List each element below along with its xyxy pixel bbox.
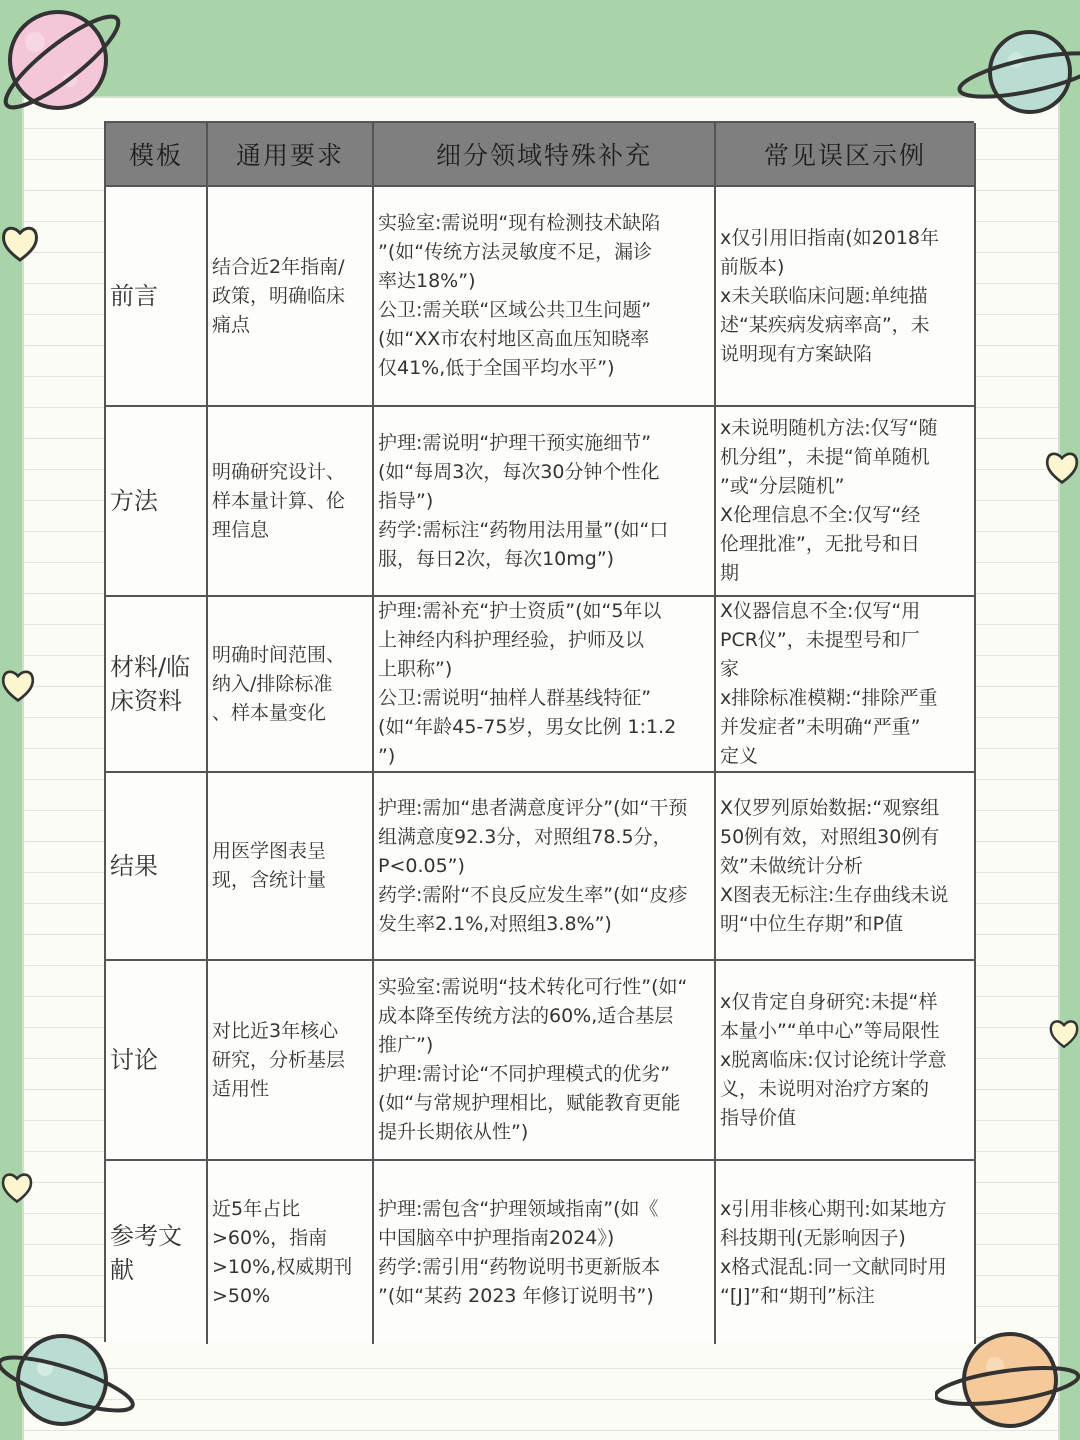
header-field-specific: 细分领域特殊补充: [374, 123, 716, 187]
row-errors-methods: x未说明随机方法:仅写“随 机分组”，未提“简单随机 ”或“分层随机” X伦理信息不全:仅写“经 伦理批准”，无批号和日 期: [716, 407, 976, 597]
row-errors-preface: x仅引用旧指南(如2018年 前版本) x未关联临床问题:单纯描 述“某疾病发病率高”，未 说明现有方案缺陷: [716, 187, 976, 407]
row-name-results: 结果: [106, 773, 208, 961]
row-general-discussion: 对比近3年核心 研究，分析基层 适用性: [208, 961, 374, 1161]
row-errors-results: X仅罗列原始数据:“观察组 50例有效，对照组30例有 效”未做统计分析 X图表无标注:生存曲线未说 明“中位生存期”和P值: [716, 773, 976, 961]
header-template: 模板: [106, 123, 208, 187]
header-common-mistakes: 常见误区示例: [716, 123, 976, 187]
header-general-requirements: 通用要求: [208, 123, 374, 187]
row-special-references: 护理:需包含“护理领域指南”(如《 中国脑卒中护理指南2024》) 药学:需引用“药物说明书更新版本 ”(如“某药 2023 年修订说明书”): [374, 1161, 716, 1344]
row-name-methods: 方法: [106, 407, 208, 597]
heart-icon: [0, 222, 40, 266]
heart-icon: [0, 664, 36, 708]
row-special-methods: 护理:需说明“护理干预实施细节” (如“每周3次，每次30分钟个性化 指导”) 药学:需标注“药物用法用量”(如“口 服，每日2次，每次10mg”): [374, 407, 716, 597]
row-errors-discussion: x仅肯定自身研究:未提“样 本量小”“单中心”等局限性 x脱离临床:仅讨论统计学意 义，未说明对治疗方案的 指导价值: [716, 961, 976, 1161]
row-general-results: 用医学图表呈 现，含统计量: [208, 773, 374, 961]
heart-icon: [0, 1166, 34, 1210]
row-general-references: 近5年占比 >60%，指南 >10%,权威期刊 >50%: [208, 1161, 374, 1344]
row-special-results: 护理:需加“患者满意度评分”(如“干预 组满意度92.3分，对照组78.5分， P<0.05”) 药学:需附“不良反应发生率”(如“皮疹 发生率2.1%,对照组3.8%”): [374, 773, 716, 961]
row-general-preface: 结合近2年指南/ 政策，明确临床 痛点: [208, 187, 374, 407]
row-name-references: 参考文 献: [106, 1161, 208, 1344]
row-special-materials: 护理:需补充“护士资质”(如“5年以 上神经内科护理经验，护师及以 上职称”) 公卫:需说明“抽样人群基线特征” (如“年龄45-75岁，男女比例 1:1.2 ”): [374, 597, 716, 773]
heart-icon: [1044, 446, 1080, 490]
writing-requirements-table: [104, 121, 974, 1342]
planet-pink-icon: [0, 0, 140, 130]
planet-blue-icon: [950, 20, 1080, 130]
row-name-materials: 材料/临 床资料: [106, 597, 208, 773]
row-special-preface: 实验室:需说明“现有检测技术缺陷 ”(如“传统方法灵敏度不足，漏诊 率达18%”) 公卫:需关联“区域公共卫生问题” (如“XX市农村地区高血压知晓率 仅41%,低于全国平均水平”): [374, 187, 716, 407]
row-errors-materials: X仪器信息不全:仅写“用 PCR仪”，未提型号和厂 家 x排除标准模糊:“排除严重 并发症者”未明确“严重” 定义: [716, 597, 976, 773]
row-name-preface: 前言: [106, 187, 208, 407]
row-general-materials: 明确时间范围、 纳入/排除标准 、样本量变化: [208, 597, 374, 773]
row-name-discussion: 讨论: [106, 961, 208, 1161]
row-errors-references: x引用非核心期刊:如某地方 科技期刊(无影响因子) x格式混乱:同一文献同时用 “[J]”和“期刊”标注: [716, 1161, 976, 1344]
heart-icon: [1048, 1012, 1080, 1056]
row-general-methods: 明确研究设计、 样本量计算、伦 理信息: [208, 407, 374, 597]
row-special-discussion: 实验室:需说明“技术转化可行性”(如“ 成本降至传统方法的60%,适合基层 推广”) 护理:需讨论“不同护理模式的优劣” (如“与常规护理相比，赋能教育更能 提升长期依从性”): [374, 961, 716, 1161]
